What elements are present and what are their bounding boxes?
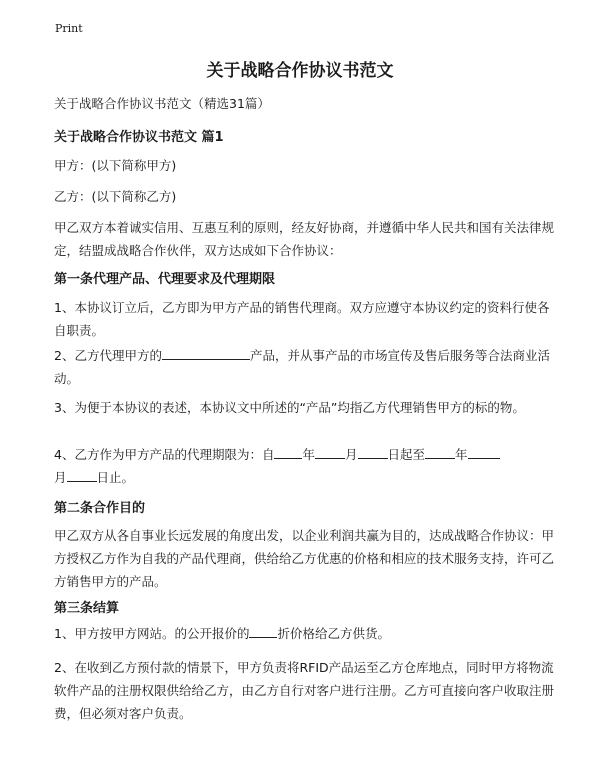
article1-item2-part1: 2、乙方代理甲方的 (54, 348, 162, 363)
print-link[interactable]: Print (55, 22, 83, 35)
party-b-line: 乙方：(以下简称乙方) (54, 189, 177, 204)
article1-item4 (54, 443, 554, 489)
article1-item3: 3、为便于本协议的表述，本协议文中所述的“产品”均指乙方代理销售甲方的标的物。 (54, 400, 525, 415)
term-day-from-label: 日起至 (387, 447, 426, 462)
intro-paragraph: 甲乙双方本着诚实信用、互惠互利的原则，经友好协商，并遵循中华人民共和国有关法律规定，结盟成战略合作伙伴，双方达成如下合作协议： (54, 220, 555, 258)
article2-heading: 第二条合作目的 (54, 501, 146, 516)
article3-item2: 2、在收到乙方预付款的情景下，甲方负责将RFID产品运至乙方仓库地点，同时甲方将物流软件产品的注册权限供给给乙方，由乙方自行对客户进行注册。乙方可直接向客户收取注册费，但必须对客户负责。 (54, 660, 555, 721)
article3-item1-part1: 1、甲方按甲方网站。的公开报价的 (54, 626, 250, 641)
article1-item2 (54, 344, 554, 390)
start-year-blank (274, 444, 302, 459)
term-prefix: 4、乙方作为甲方产品的代理期限为：自 (54, 447, 275, 462)
term-year-label: 年 (302, 447, 315, 462)
term-end-year-label: 年 (455, 447, 468, 462)
term-suffix: 日止。 (96, 470, 135, 485)
discount-blank (249, 623, 277, 638)
subtitle: 关于战略合作协议书范文（精选31篇） (54, 96, 270, 111)
article1-item1: 1、本协议订立后，乙方即为甲方产品的销售代理商。双方应遵守本协议约定的资料行使各自职责。 (54, 300, 550, 338)
term-end-month-label: 月 (54, 470, 67, 485)
party-a-line: 甲方：(以下简称甲方) (54, 158, 177, 173)
article3-item1 (54, 622, 554, 645)
section-heading: 关于战略合作协议书范文 篇1 (54, 130, 224, 145)
end-day-blank (67, 467, 97, 482)
start-day-blank (358, 444, 388, 459)
end-month-blank (468, 444, 500, 459)
page-title: 关于战略合作协议书范文 (206, 61, 394, 81)
article3-item1-part2: 折价格给乙方供货。 (277, 626, 390, 641)
end-year-blank (425, 444, 455, 459)
start-month-blank (315, 444, 345, 459)
article1-heading: 第一条代理产品、代理要求及代理期限 (54, 272, 276, 287)
article2-paragraph: 甲乙双方从各自事业长远发展的角度出发，以企业利润共赢为目的，达成战略合作协议：甲方授权乙方作为自我的产品代理商，供给给乙方优惠的价格和相应的技术服务支持，许可乙方销售甲方的产品。 (54, 528, 555, 589)
product-blank (162, 345, 250, 360)
article1-item2-part2: 产品，并从事产品的市场宣传及售后服务等合法商业活动。 (54, 348, 550, 386)
article3-heading: 第三条结算 (54, 601, 120, 616)
term-month-label: 月 (344, 447, 358, 462)
